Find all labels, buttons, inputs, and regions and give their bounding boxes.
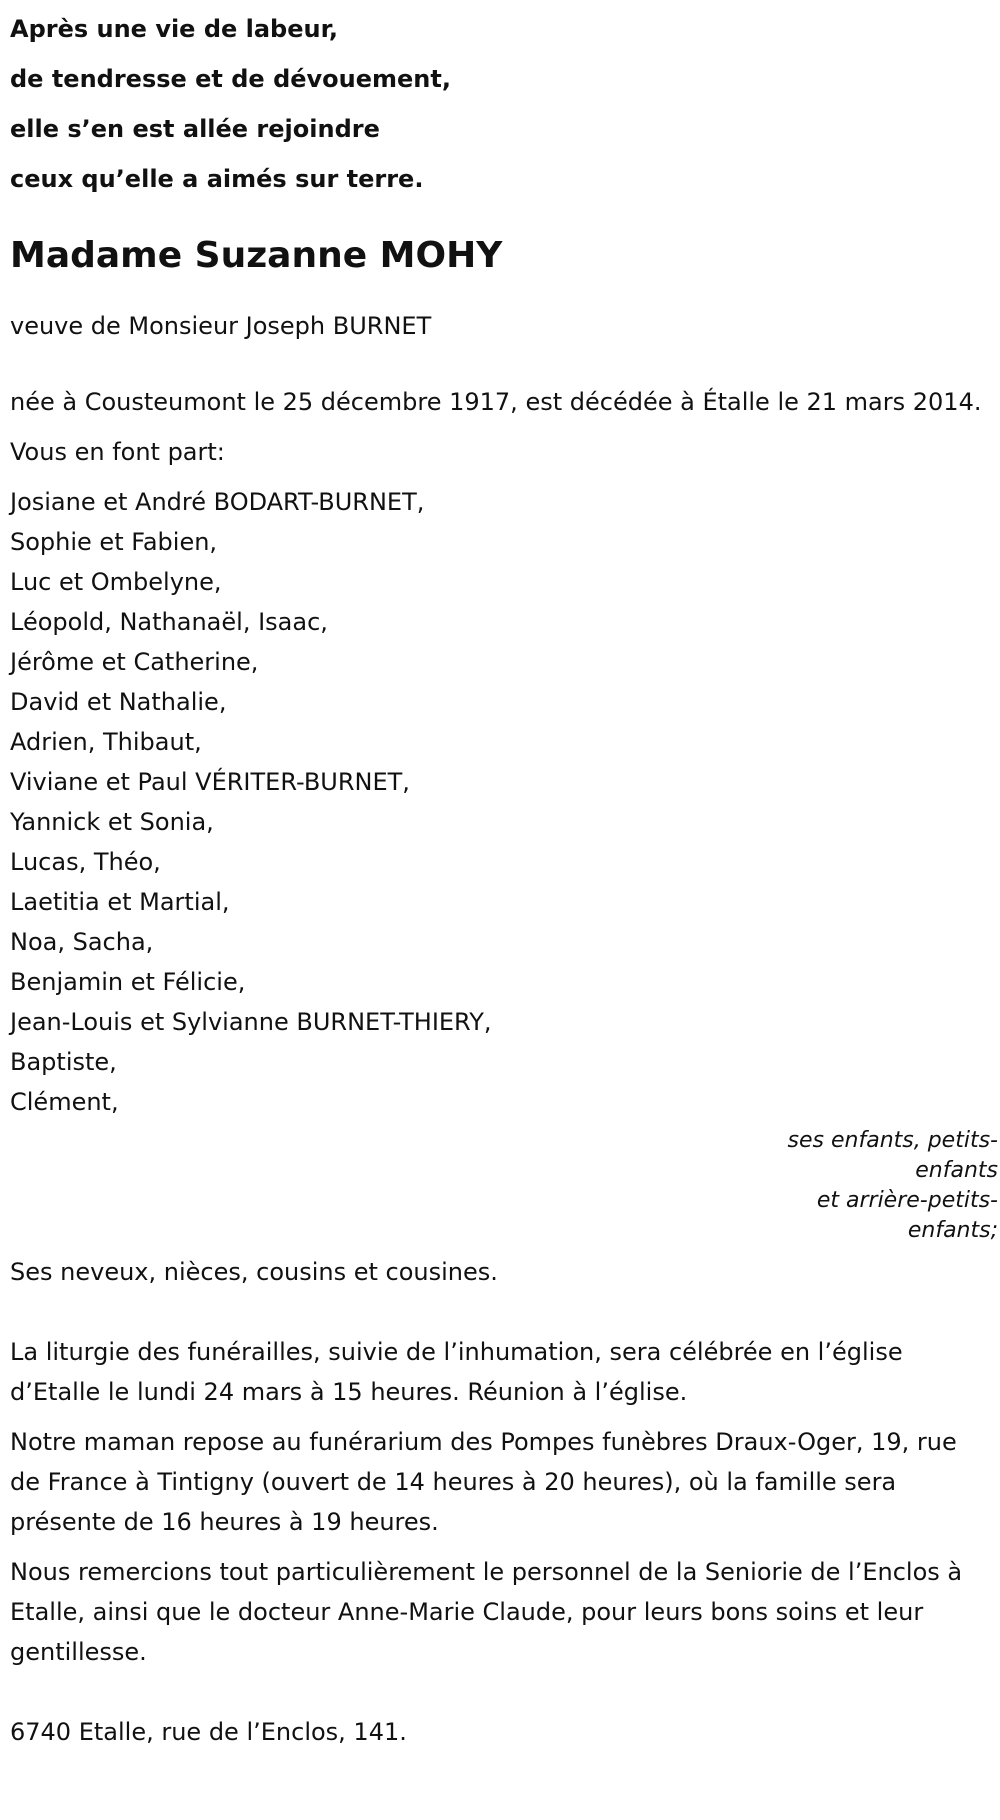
family-member-line: David et Nathalie, — [10, 688, 227, 716]
family-member-line: Josiane et André BODART-BURNET, — [10, 488, 425, 516]
poem-line: elle s’en est allée rejoindre — [10, 115, 380, 143]
obituary-notice — [10, 0, 998, 1752]
relation-line: et arrière-petits- — [816, 1188, 998, 1213]
poem-line: Après une vie de labeur, — [10, 15, 339, 43]
family-member-line: Sophie et Fabien, — [10, 528, 218, 556]
family-member-line: Léopold, Nathanaël, Isaac, — [10, 608, 328, 636]
family-member-line: Viviane et Paul VÉRITER-BURNET, — [10, 768, 410, 796]
relation-line: enfants; — [907, 1218, 998, 1243]
funerarium-paragraph: Notre maman repose au funérarium des Pompes funèbres Draux-Oger, 19, rue de France à Tintigny (ouvert de 14 heures à 20 heures), où la famille sera présente de 16 heures à 19 heures. — [10, 1428, 957, 1536]
family-member-line: Lucas, Théo, — [10, 848, 161, 876]
family-member-line: Luc et Ombelyne, — [10, 568, 222, 596]
family-member-line: Adrien, Thibaut, — [10, 728, 202, 756]
family-member-line: Laetitia et Martial, — [10, 888, 230, 916]
thanks-paragraph: Nous remercions tout particulièrement le personnel de la Seniorie de l’Enclos à Etalle, ainsi que le docteur Anne-Marie Claude, pour leurs bons soins et leur gentillesse. — [10, 1558, 963, 1666]
family-member-line: Jean-Louis et Sylvianne BURNET-THIERY, — [10, 1008, 492, 1036]
birth-death-paragraph: née à Cousteumont le 25 décembre 1917, est décédée à Étalle le 21 mars 2014. — [10, 388, 982, 416]
family-relation-caption — [10, 1126, 998, 1246]
family-member-line: Baptiste, — [10, 1048, 117, 1076]
funeral-liturgy-paragraph: La liturgie des funérailles, suivie de l’inhumation, sera célébrée en l’église d’Etalle le lundi 24 mars à 15 heures. Réunion à l’église. — [10, 1338, 903, 1406]
family-member-line: Benjamin et Félicie, — [10, 968, 246, 996]
poem-line: de tendresse et de dévouement, — [10, 65, 451, 93]
extended-family-line: Ses neveux, nièces, cousins et cousines. — [10, 1258, 498, 1286]
family-member-line: Noa, Sacha, — [10, 928, 154, 956]
family-member-line: Jérôme et Catherine, — [10, 648, 259, 676]
family-member-line: Yannick et Sonia, — [10, 808, 214, 836]
poem-line: ceux qu’elle a aimés sur terre. — [10, 165, 424, 193]
family-list — [10, 482, 990, 1122]
relation-line: enfants — [915, 1158, 998, 1183]
family-member-line: Clément, — [10, 1088, 119, 1116]
deceased-name: Madame Suzanne MOHY — [10, 235, 503, 276]
relation-line: ses enfants, petits- — [787, 1128, 998, 1153]
opening-poem — [10, 4, 990, 204]
widow-of-line: veuve de Monsieur Joseph BURNET — [10, 312, 432, 340]
announcement-line: Vous en font part: — [10, 438, 225, 466]
family-address: 6740 Etalle, rue de l’Enclos, 141. — [10, 1718, 407, 1746]
